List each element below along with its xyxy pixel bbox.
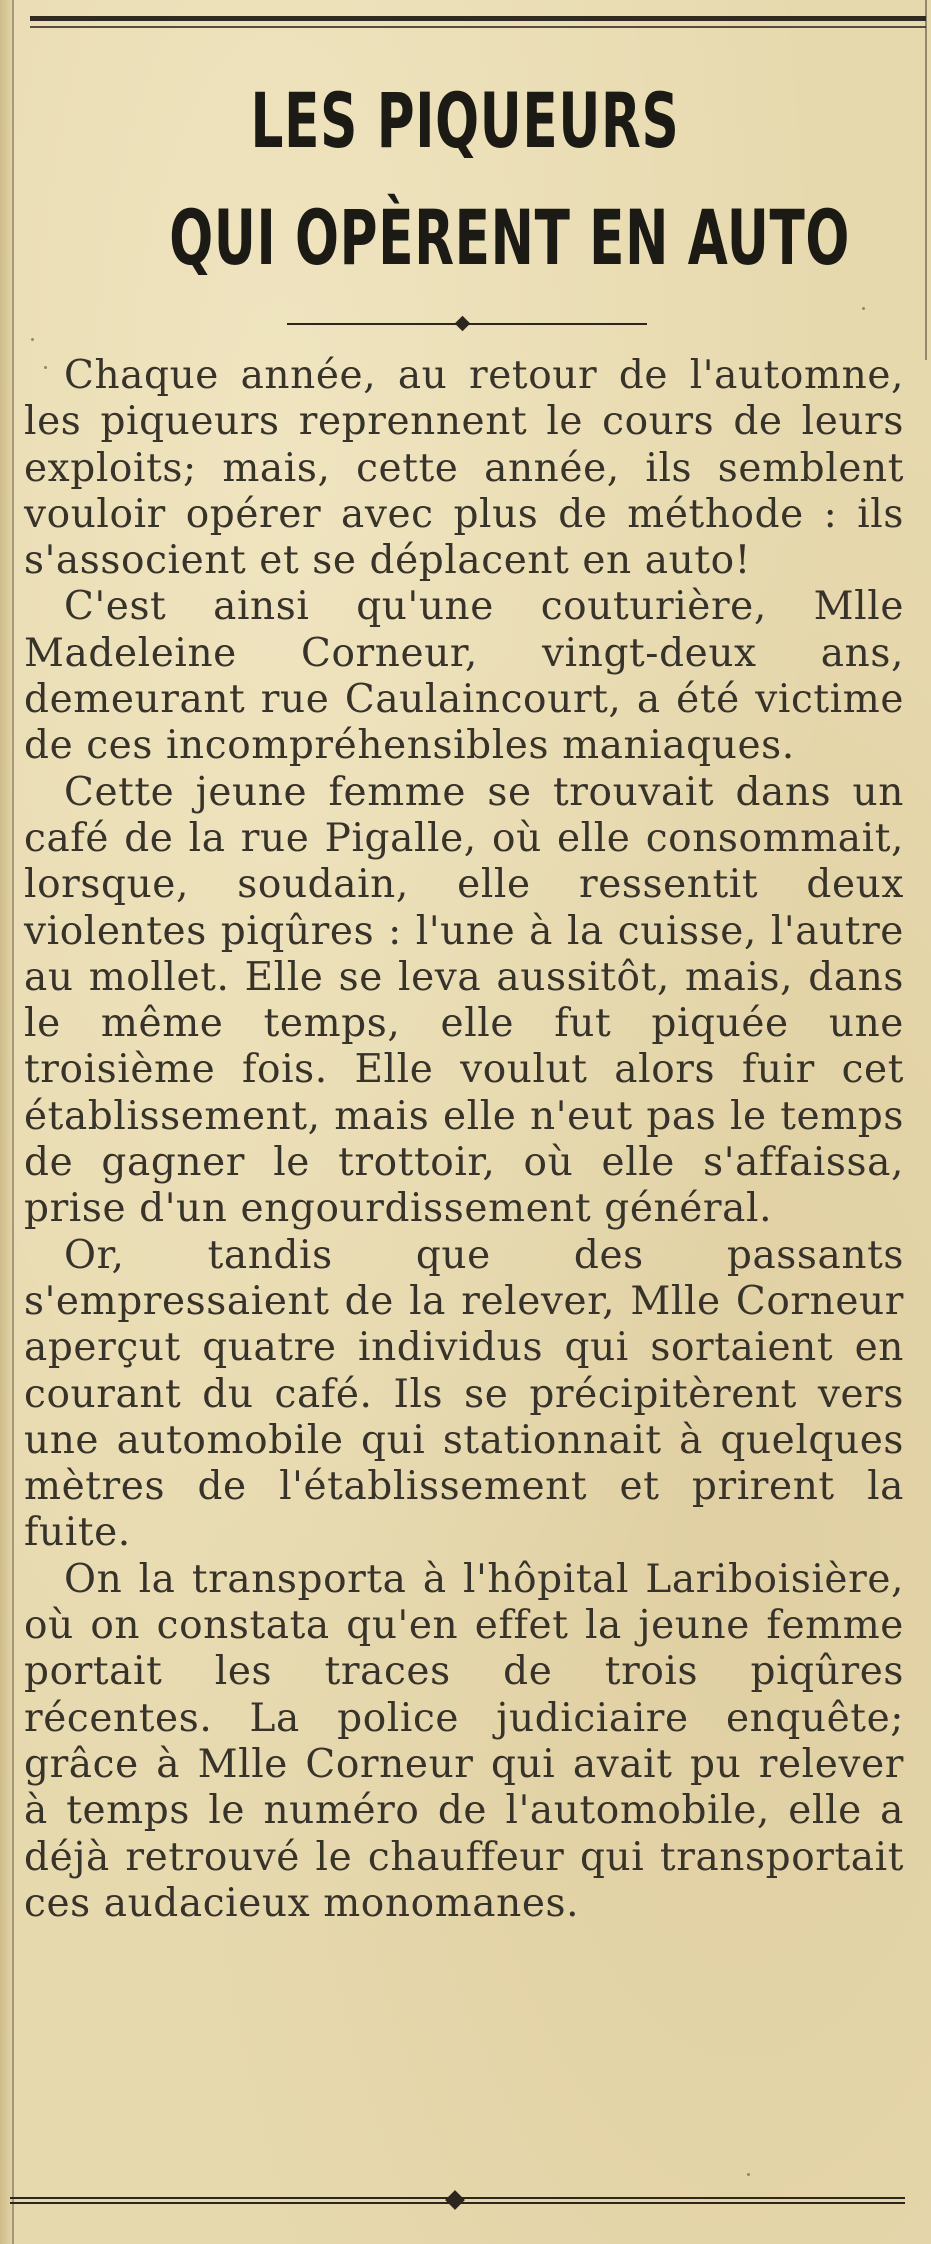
column-rule-left	[12, 0, 14, 2244]
page-left-edge	[0, 0, 12, 2244]
ink-speck	[31, 338, 34, 341]
article-paragraph: Chaque année, au retour de l'automne, les piqueurs reprennent le cours de leurs exploits; mais, cette année, ils semblent vouloir opérer avec plus de méthode : ils s'associent et se déplacent en auto!	[24, 353, 904, 584]
closing-diamond-icon	[445, 2190, 465, 2210]
article-paragraph: On la transporta à l'hôpital Lariboisière, où on constata qu'en effet la jeune femme portait les traces de trois piqûres récentes. La police judiciaire enquête; grâce à Mlle Corneur qui avait pu relever à temps le numéro de l'automobile, elle a déjà retrouvé le chauffeur qui transportait ces audacieux monomanes.	[24, 1556, 904, 1926]
divider-diamond-icon	[455, 316, 471, 332]
headline-divider	[287, 317, 647, 331]
ink-speck	[44, 366, 47, 369]
article-paragraph: C'est ainsi qu'une couturière, Mlle Madeleine Corneur, vingt-deux ans, demeurant rue Caulaincourt, a été victime de ces incompréhensibles maniaques.	[24, 584, 904, 769]
headline-line-2: QUI OPÈRENT EN AUTO	[169, 193, 851, 282]
article-paragraph: Or, tandis que des passants s'empressaient de la relever, Mlle Corneur aperçut quatre individus qui sortaient en courant du café. Ils se précipitèrent vers une automobile qui stationnait à quelques mètres de l'établissement et prirent la fuite.	[24, 1232, 904, 1556]
headline-line-1: LES PIQUEURS	[250, 76, 680, 165]
column-rule-right	[925, 0, 927, 360]
ink-speck	[747, 2173, 750, 2176]
ink-speck	[862, 307, 865, 310]
top-rule-thick	[30, 16, 926, 21]
closing-rule	[10, 2190, 905, 2212]
top-rule-thin	[30, 26, 926, 28]
article-body	[24, 353, 904, 1927]
article-paragraph: Cette jeune femme se trouvait dans un café de la rue Pigalle, où elle consommait, lorsque, soudain, elle ressentit deux violentes piqûres : l'une à la cuisse, l'autre au mollet. Elle se leva aussitôt, mais, dans le même temps, elle fut piquée une troisième fois. Elle voulut alors fuir cet établissement, mais elle n'eut pas le temps de gagner le trottoir, où elle s'affaissa, prise d'un engourdissement général.	[24, 769, 904, 1232]
